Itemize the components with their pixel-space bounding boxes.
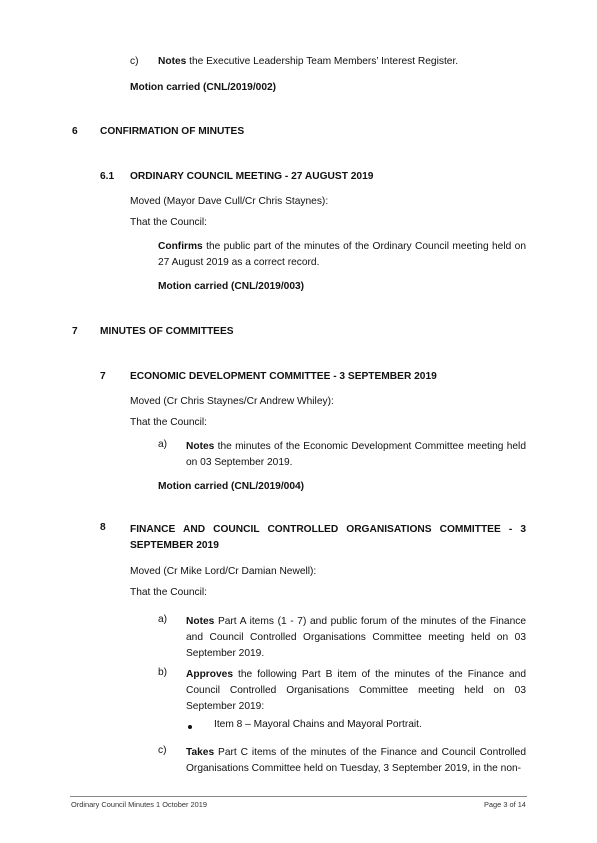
item-label: b) (158, 667, 168, 678)
subsection-number: 6.1 (100, 171, 115, 182)
item-label: c) (130, 56, 139, 67)
that-council: That the Council: (130, 587, 208, 598)
footer-divider (70, 796, 527, 797)
subsection-heading: ECONOMIC DEVELOPMENT COMMITTEE - 3 SEPTEMBER 2019 (130, 371, 437, 382)
footer-title: Ordinary Council Minutes 1 October 2019 (71, 800, 207, 809)
item-text: Notes Part A items (1 - 7) and public forum of the minutes of the Finance and Council Controlled Organisations Committee meeting held on 03 September 2019. (186, 616, 526, 659)
section-number: 7 (72, 326, 78, 337)
motion-carried: Motion carried (CNL/2019/002) (130, 82, 277, 93)
item-text: Notes the Executive Leadership Team Members’ Interest Register. (158, 56, 459, 67)
bullet-text: Item 8 – Mayoral Chains and Mayoral Portrait. (214, 719, 422, 730)
subsection-number: 8 (100, 522, 106, 533)
moved-line: Moved (Mayor Dave Cull/Cr Chris Staynes): (130, 196, 329, 207)
section-heading: CONFIRMATION OF MINUTES (100, 126, 245, 137)
motion-carried: Motion carried (CNL/2019/004) (158, 481, 305, 492)
item-label: a) (158, 614, 168, 625)
section-heading: MINUTES OF COMMITTEES (100, 326, 234, 337)
that-council: That the Council: (130, 217, 208, 228)
page-number: Page 3 of 14 (484, 800, 526, 809)
subsection-number: 7 (100, 371, 106, 382)
item-text: Notes the minutes of the Economic Development Committee meeting held on 03 September 2019. (186, 441, 526, 468)
item-text: Approves the following Part B item of the minutes of the Finance and Council Controlled Organisations Committee meeting held on 03 September 2019: (186, 669, 526, 712)
item-text: Takes Part C items of the minutes of the Finance and Council Controlled Organisations Committee held on Tuesday, 3 September 2019, in the non- (186, 747, 526, 774)
subsection-heading: FINANCE AND COUNCIL CONTROLLED ORGANISATIONS COMMITTEE - 3 SEPTEMBER 2019 (130, 524, 526, 551)
motion-carried: Motion carried (CNL/2019/003) (158, 281, 305, 292)
moved-line: Moved (Cr Mike Lord/Cr Damian Newell): (130, 566, 317, 577)
subsection-heading: ORDINARY COUNCIL MEETING - 27 AUGUST 2019 (130, 171, 374, 182)
item-label: c) (158, 745, 167, 756)
section-number: 6 (72, 126, 78, 137)
item-label: a) (158, 439, 168, 450)
moved-line: Moved (Cr Chris Staynes/Cr Andrew Whiley): (130, 396, 334, 407)
that-council: That the Council: (130, 417, 208, 428)
resolution-paragraph: Confirms the public part of the minutes of the Ordinary Council meeting held on 27 August 2019 as a correct record. (158, 241, 526, 268)
bullet-icon (188, 725, 192, 729)
